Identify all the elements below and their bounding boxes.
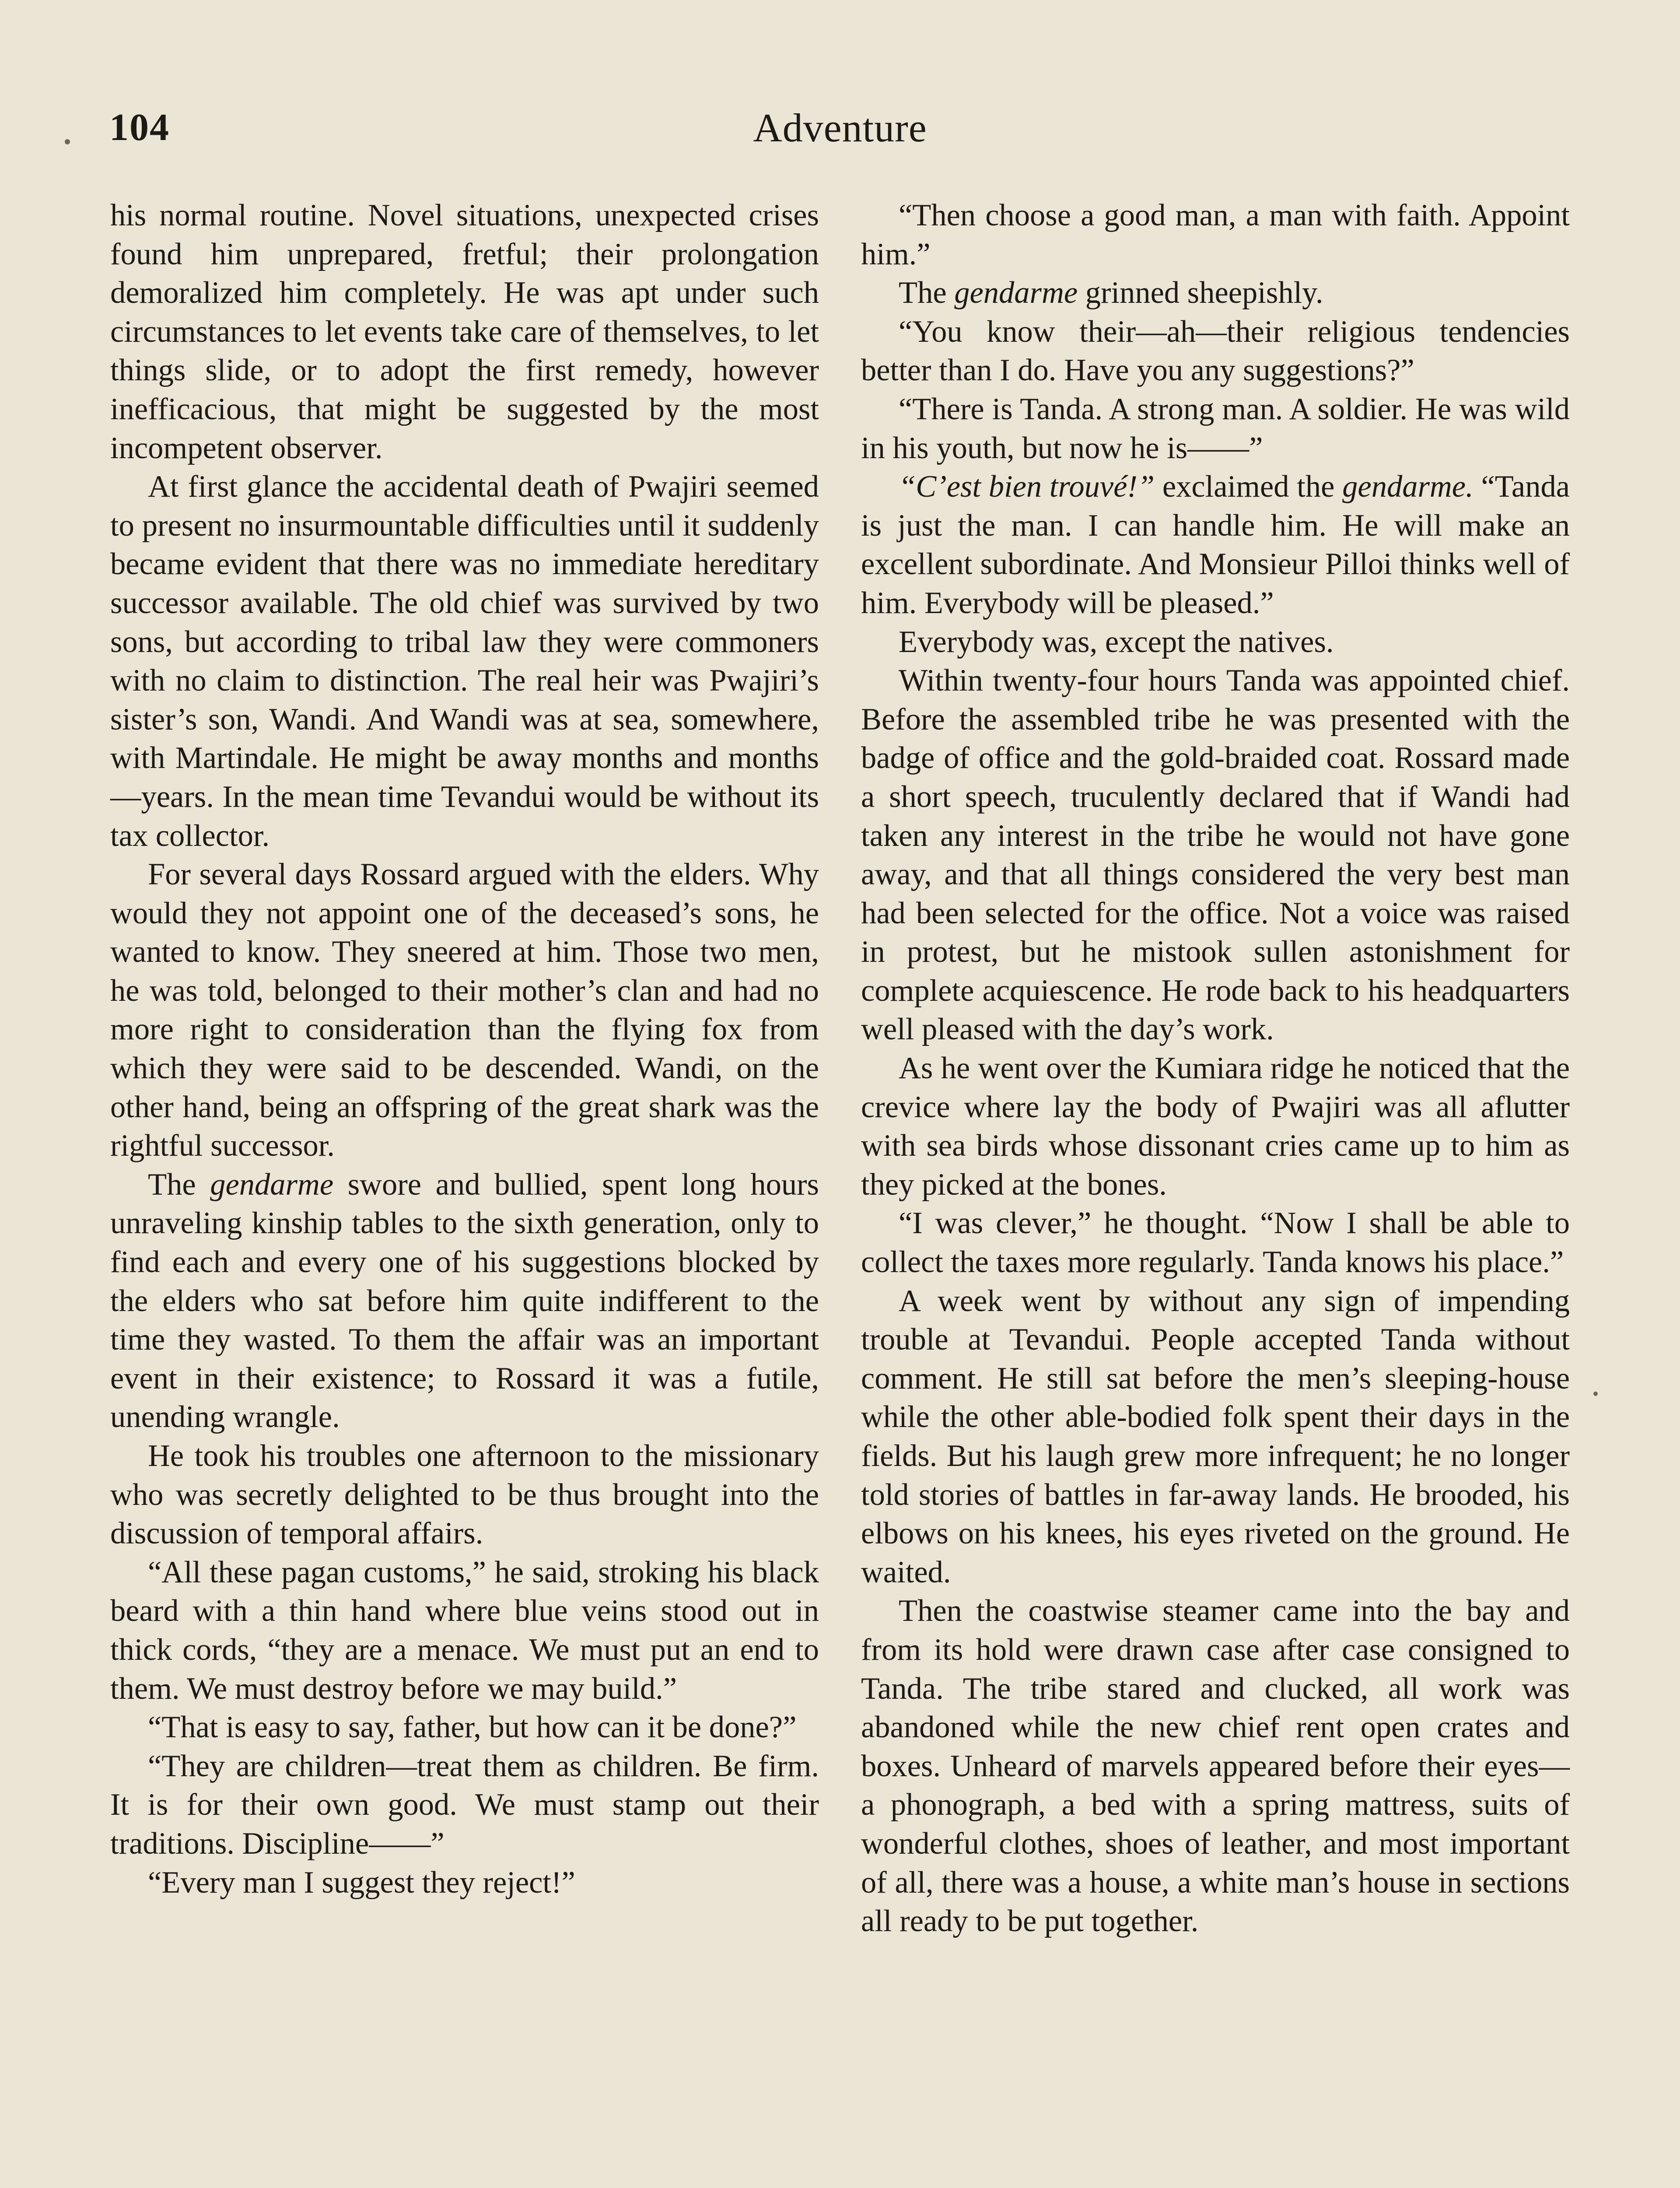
page-speck — [1593, 1392, 1598, 1396]
running-title: Adventure — [753, 105, 927, 150]
text-run: “Tanda is just the man. I can handle him. He will make an excellent subordinate. And Monsieur Pilloi thinks well of him. Everybody will be pleased.” — [861, 470, 1570, 620]
italic-exclamation: “C’est bien trouvé!” — [899, 470, 1155, 504]
paragraph: “All these pagan customs,” he said, stroking his black beard with a thin hand where blue veins stood out in thick cords, “they are a menace. We must put an end to them. We must destroy before we may build.” — [110, 1555, 819, 1706]
paragraph: “Then choose a good man, a man with faith. Appoint him.” — [861, 198, 1570, 271]
paragraph: Then the coastwise steamer came into the bay and from its hold were drawn case after case consigned to Tanda. The tribe stared and clucked, all work was abandoned while the new chief rent open crates and boxes. Unheard of marvels appeared before their eyes—a phonograph, a bed with a spring mattress, suits of wonderful clothes, shoes of leather, and most important of all, there was a house, a white man’s house in sections all ready to be put together. — [861, 1594, 1570, 1939]
paragraph: “There is Tanda. A strong man. A soldier. He was wild in his youth, but now he is——” — [861, 392, 1570, 465]
italic-term: gendarme. — [1342, 470, 1474, 504]
paragraph — [861, 274, 1570, 312]
paragraph: For several days Rossard argued with the elders. Why would they not appoint one of the deceased’s sons, he wanted to know. They sneered at him. Those two men, he was told, belonged to their mother’s clan and had no more right to consideration than the flying fox from which they were said to be descended. Wandi, on the other hand, being an offspring of the great shark was the rightful successor. — [110, 857, 819, 1163]
text-run: exclaimed the — [1155, 470, 1343, 504]
right-column — [861, 196, 1570, 1941]
paragraph: Everybody was, except the natives. — [899, 624, 1334, 659]
paragraph: A week went by without any sign of impending trouble at Tevandui. People accepted Tanda without comment. He still sat before the men’s sleeping-house while the other able-bodied folk spent their days in the fields. But his laugh grew more infrequent; he no longer told stories of battles in far-away lands. He brooded, his elbows on his knees, his eyes riveted on the ground. He waited. — [861, 1283, 1570, 1589]
paragraph — [110, 1165, 819, 1437]
page-header — [0, 102, 1680, 163]
text-run: swore and bullied, spent long hours unraveling kinship tables to the sixth generation, only to find each and every one of his suggestions blocked by the elders who sat before him quite indifferent to the time they wasted. To them the affair was an important event in their existence; to Rossard it was a futile, unending wrangle. — [110, 1167, 819, 1434]
paragraph — [861, 467, 1570, 622]
paragraph: his normal routine. Novel situations, unexpected crises found him unprepared, fretful; their prolongation demoralized him completely. He was apt under such circumstances to let events take care of themselves, to let things slide, or to adopt the first remedy, however inefficacious, that might be suggested by the most incompetent observer. — [110, 198, 819, 465]
paragraph: “That is easy to say, father, but how can it be done?” — [148, 1710, 797, 1745]
paragraph: “Every man I suggest they reject!” — [148, 1865, 575, 1900]
text-run: The — [148, 1167, 210, 1202]
text-run: grinned sheepishly. — [1078, 276, 1323, 310]
page-number: 104 — [109, 106, 170, 149]
italic-term: gendarme — [954, 276, 1078, 310]
paragraph: At first glance the accidental death of Pwajiri seemed to present no insurmountable difficulties until it suddenly became evident that there was no immediate hereditary successor available. The old chief was survived by two sons, but according to tribal law they were commoners with no claim to distinction. The real heir was Pwajiri’s sister’s son, Wandi. And Wandi was at sea, somewhere, with Martindale. He might be away months and months—years. In the mean time Tevandui would be without its tax collector. — [110, 470, 819, 853]
paragraph: He took his troubles one afternoon to the missionary who was secretly delighted to be thus brought into the discussion of temporal affairs. — [110, 1439, 819, 1551]
left-column — [110, 196, 819, 1902]
paragraph: “They are children—treat them as children. Be firm. It is for their own good. We must stamp out their traditions. Discipline——” — [110, 1749, 819, 1861]
italic-term: gendarme — [210, 1167, 334, 1202]
paragraph: “You know their—ah—their religious tendencies better than I do. Have you any suggestions?” — [861, 314, 1570, 388]
text-run: The — [899, 276, 955, 310]
paragraph: As he went over the Kumiara ridge he noticed that the crevice where lay the body of Pwajiri was all aflutter with sea birds whose dissonant cries came up to him as they picked at the bones. — [861, 1051, 1570, 1202]
paragraph: “I was clever,” he thought. “Now I shall be able to collect the taxes more regularly. Tanda knows his place.” — [861, 1206, 1570, 1280]
paragraph: Within twenty-four hours Tanda was appointed chief. Before the assembled tribe he was presented with the badge of office and the gold-braided coat. Rossard made a short speech, truculently declared that if Wandi had taken any interest in the tribe he would not have gone away, and that all things considered the very best man had been selected for the office. Not a voice was raised in protest, but he mistook sullen astonishment for complete acquiescence. He rode back to his headquarters well pleased with the day’s work. — [861, 663, 1570, 1047]
